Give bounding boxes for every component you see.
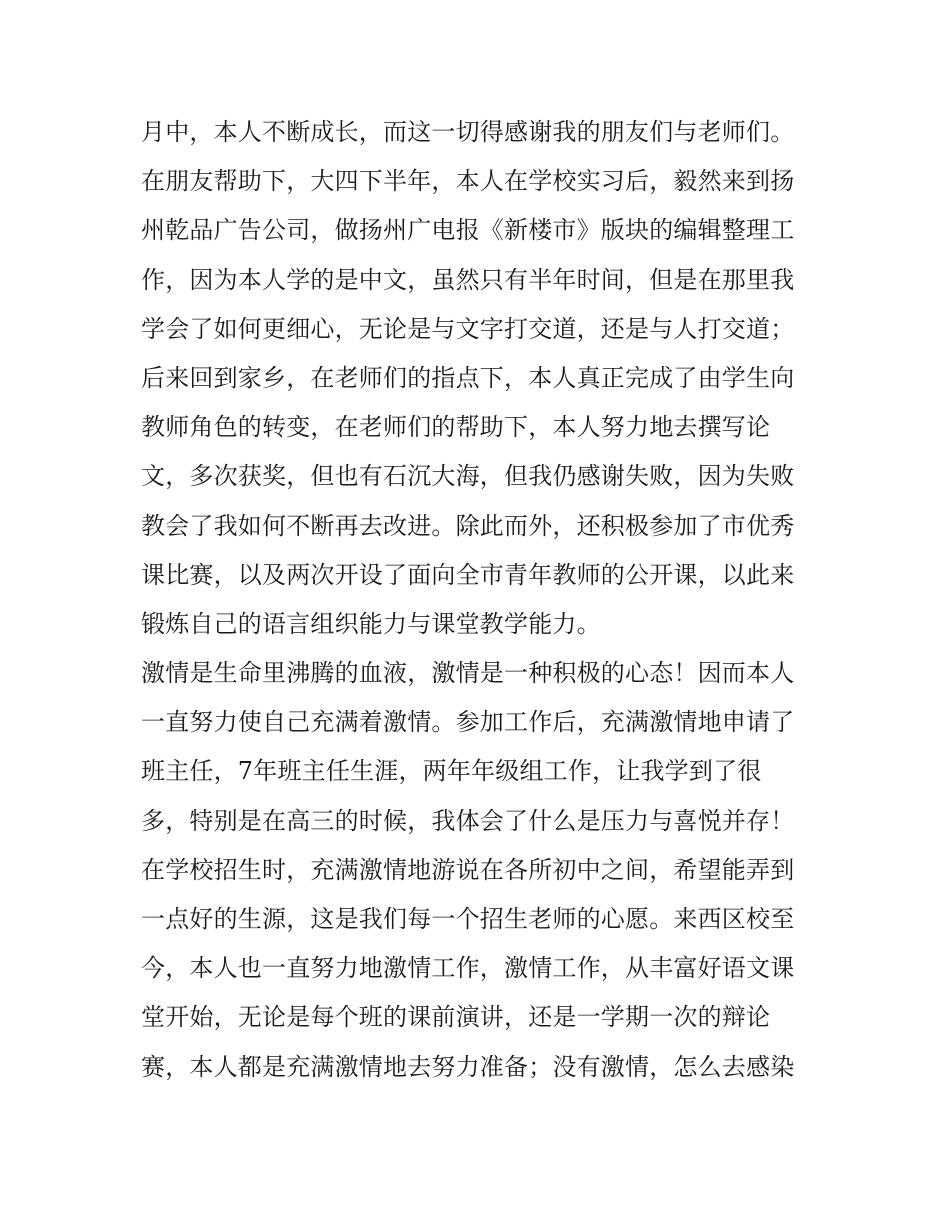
text-line: 激情是生命里沸腾的血液，激情是一种积极的心态！因而本人: [141, 659, 795, 688]
text-line: 文，多次获奖，但也有石沉大海，但我仍感谢失败，因为失败: [141, 462, 795, 491]
text-line: 一点好的生源，这是我们每一个招生老师的心愿。来西区校至: [141, 905, 795, 933]
text-line: 班主任，7年班主任生涯，两年年级组工作，让我学到了很: [141, 757, 762, 786]
text-line: 课比赛，以及两次开设了面向全市青年教师的公开课，以此来: [141, 560, 795, 589]
text-line: 赛，本人都是充满激情地去努力准备；没有激情，怎么去感染: [141, 1052, 795, 1081]
text-line: 州乾品广告公司，做扬州广电报《新楼市》版块的编辑整理工: [141, 216, 795, 245]
text-line: 作，因为本人学的是中文，虽然只有半年时间，但是在那里我: [141, 265, 795, 294]
text-line: 后来回到家乡，在老师们的指点下，本人真正完成了由学生向: [141, 363, 795, 392]
text-line: 教会了我如何不断再去改进。除此而外，还积极参加了市优秀: [141, 511, 795, 540]
body-text: [141, 108, 821, 1092]
text-line: 在学校招生时，充满激情地游说在各所初中之间，希望能弄到: [141, 855, 795, 884]
text-line: 一直努力使自己充满着激情。参加工作后，充满激情地申请了: [141, 708, 795, 737]
text-line: 教师角色的转变，在老师们的帮助下，本人努力地去撰写论: [141, 413, 771, 442]
text-line: 多，特别是在高三的时候，我体会了什么是压力与喜悦并存！: [141, 806, 795, 835]
text-line: 今，本人也一直努力地激情工作，激情工作，从丰富好语文课: [141, 954, 795, 983]
text-line: 月中，本人不断成长，而这一切得感谢我的朋友们与老师们。: [141, 118, 795, 146]
text-line: 堂开始，无论是每个班的课前演讲，还是一学期一次的辩论: [141, 1003, 771, 1032]
text-line: 在朋友帮助下，大四下半年，本人在学校实习后，毅然来到扬: [141, 167, 795, 196]
text-line: 学会了如何更细心，无论是与文字打交道，还是与人打交道；: [141, 314, 795, 343]
text-line: 锻炼自己的语言组织能力与课堂教学能力。: [141, 609, 601, 638]
